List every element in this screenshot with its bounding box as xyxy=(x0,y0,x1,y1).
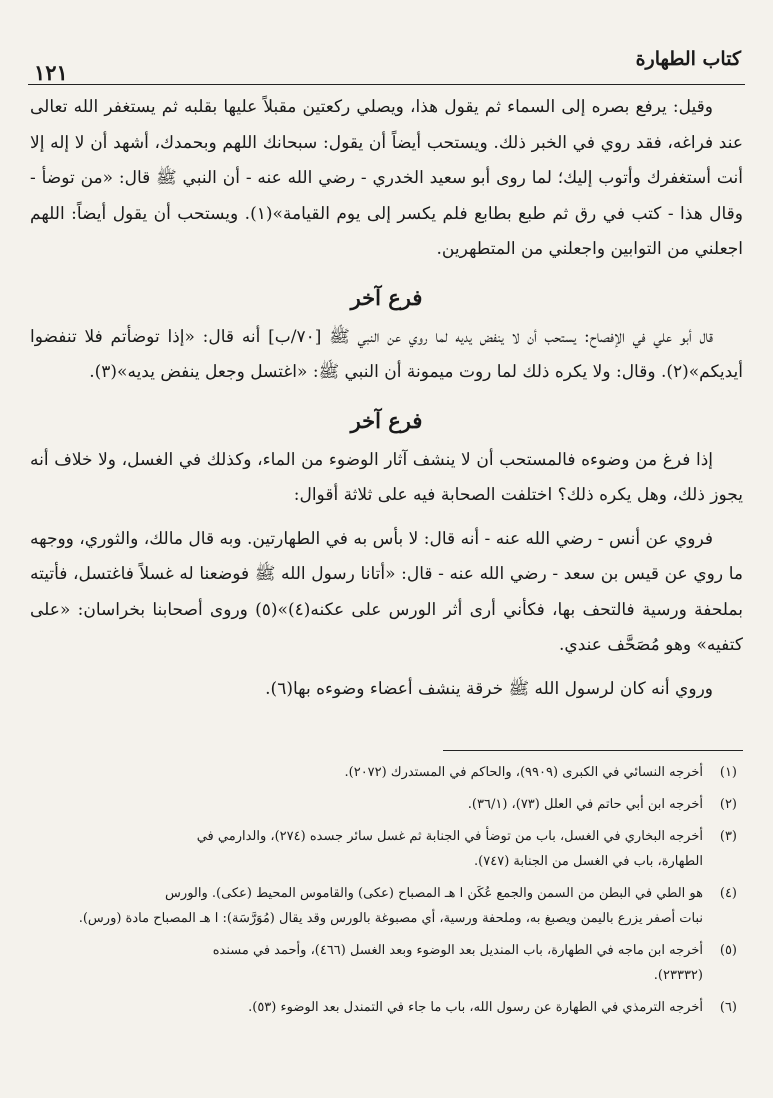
paragraph: وروي أنه كان لرسول الله ﷺ خرقة ينشف أعضاء وضوءه بها(٦). xyxy=(265,678,713,699)
footnote-text: أخرجه الترمذي في الطهارة عن رسول الله، باب ما جاء في التمندل بعد الوضوء (٥٣). xyxy=(248,1000,703,1015)
footnote xyxy=(36,881,737,931)
footnote-text: أخرجه ابن أبي حاتم في العلل (٧٣)، (٣٦/١). xyxy=(467,797,703,812)
footnote-text-continuation: نبات أصفر يزرع باليمن ويصبغ به، وملحفة ورسية، أي مصبوغة بالورس وقد يقال (مُوَرَّسَة): ا هـ المصباح مادة (ورس). xyxy=(78,911,703,926)
page-header xyxy=(28,38,745,85)
footnotes xyxy=(36,760,737,1027)
paragraph: إذا فرغ من وضوءه فالمستحب أن لا ينشف آثار الوضوء من الماء، وكذلك في الغسل، ولا خلاف أنه يجوز ذلك، وهل يكره ذلك؟ اختلفت الصحابة فيه على ثلاثة أقوال: xyxy=(30,449,743,505)
footnote-number: (٤) xyxy=(719,886,737,901)
footnote-text: أخرجه النسائي في الكبرى (٩٩٠٩)، والحاكم في المستدرك (٢٠٧٢). xyxy=(344,765,703,780)
footnote-text-line: أخرجه ابن ماجه في الطهارة، باب المنديل بعد الوضوء وبعد الغسل (٤٦٦)، وأحمد في مسنده xyxy=(212,943,703,958)
main-text xyxy=(30,90,743,707)
footnote-number: (٦) xyxy=(719,1000,737,1015)
footnote-number: (٣) xyxy=(719,829,737,844)
footnote xyxy=(36,995,737,1020)
footnote xyxy=(36,792,737,817)
paragraph: فروي عن أنس - رضي الله عنه - أنه قال: لا بأس به في الطهارتين. وبه قال مالك، والثوري، ووجهه ما روي عن قيس بن سعد - رضي الله عنه - قال: «أتانا رسول الله ﷺ فوضعنا له غسلاً فاغتسل، فأتيته بملحفة ورسية فالتحف بها، فكأني أرى أثر الورس على عكنه(٤)»(٥) وروى أصحابنا بخراسان: «على كتفيه» وهو مُصَحَّف عندي. xyxy=(30,528,743,655)
footnote-text-continuation: الطهارة، باب في الغسل من الجنابة (٧٤٧). xyxy=(474,854,703,869)
footnote xyxy=(36,760,737,785)
section-heading: فرع آخر xyxy=(350,284,423,310)
footnote-text xyxy=(36,824,703,874)
footnote xyxy=(36,824,737,874)
footnote-text xyxy=(36,938,703,988)
footnote-text-line: هو الطي في البطن من السمن والجمع عُكَن ا هـ المصباح (عكى) والقاموس المحيط (عكى). والورس xyxy=(165,886,703,901)
section-heading: فرع آخر xyxy=(350,407,423,433)
paragraph: وقيل: يرفع بصره إلى السماء ثم يقول هذا، ويصلي ركعتين مقبلاً عليها بقلبه ثم يستغفر الله تعالى عند فراغه، فقد روي في الخبر ذلك. ويستحب أيضاً أن يقول: سبحانك اللهم وبحمدك، أشهد أن لا إله إلا أنت أستغفرك وأتوب إليك؛ لما روى أبو سعيد الخدري - رضي الله عنه - أن النبي ﷺ قال: «من توضأ - وقال هذا - كتب في رق ثم طبع بطابع فلم يكسر إلى يوم القيامة»(١). ويستحب أن يقول أيضاً: اللهم اجعلني من التوابين واجعلني من المتطهرين. xyxy=(30,97,743,259)
page-number: ١٢١ xyxy=(34,60,68,85)
footnote-text-line: أخرجه البخاري في الغسل، باب من توضأ في الجنابة ثم غسل سائر جسده (٢٧٤)، والدارمي في xyxy=(196,829,703,844)
book-title: كتاب الطهارة xyxy=(635,48,741,70)
footnote-text-continuation: (٢٣٣٣٢). xyxy=(653,968,703,983)
footnote-divider xyxy=(443,750,743,751)
footnote-number: (١) xyxy=(719,765,737,780)
footnote-text xyxy=(36,881,703,931)
footnote-number: (٥) xyxy=(719,943,737,958)
footnote xyxy=(36,938,737,988)
footnote-number: (٢) xyxy=(719,797,737,812)
paragraph: قال أبو علي في الإفصاح: يستحب أن لا ينفض يديه لما روي عن النبي ﷺ [٧٠/ب] أنه قال: «إذا توضأتم فلا تنفضوا أيديكم»(٢). وقال: ولا يكره ذلك لما روت ميمونة أن النبي ﷺ: «اغتسل وجعل ينفض يديه»(٣). xyxy=(30,326,743,382)
